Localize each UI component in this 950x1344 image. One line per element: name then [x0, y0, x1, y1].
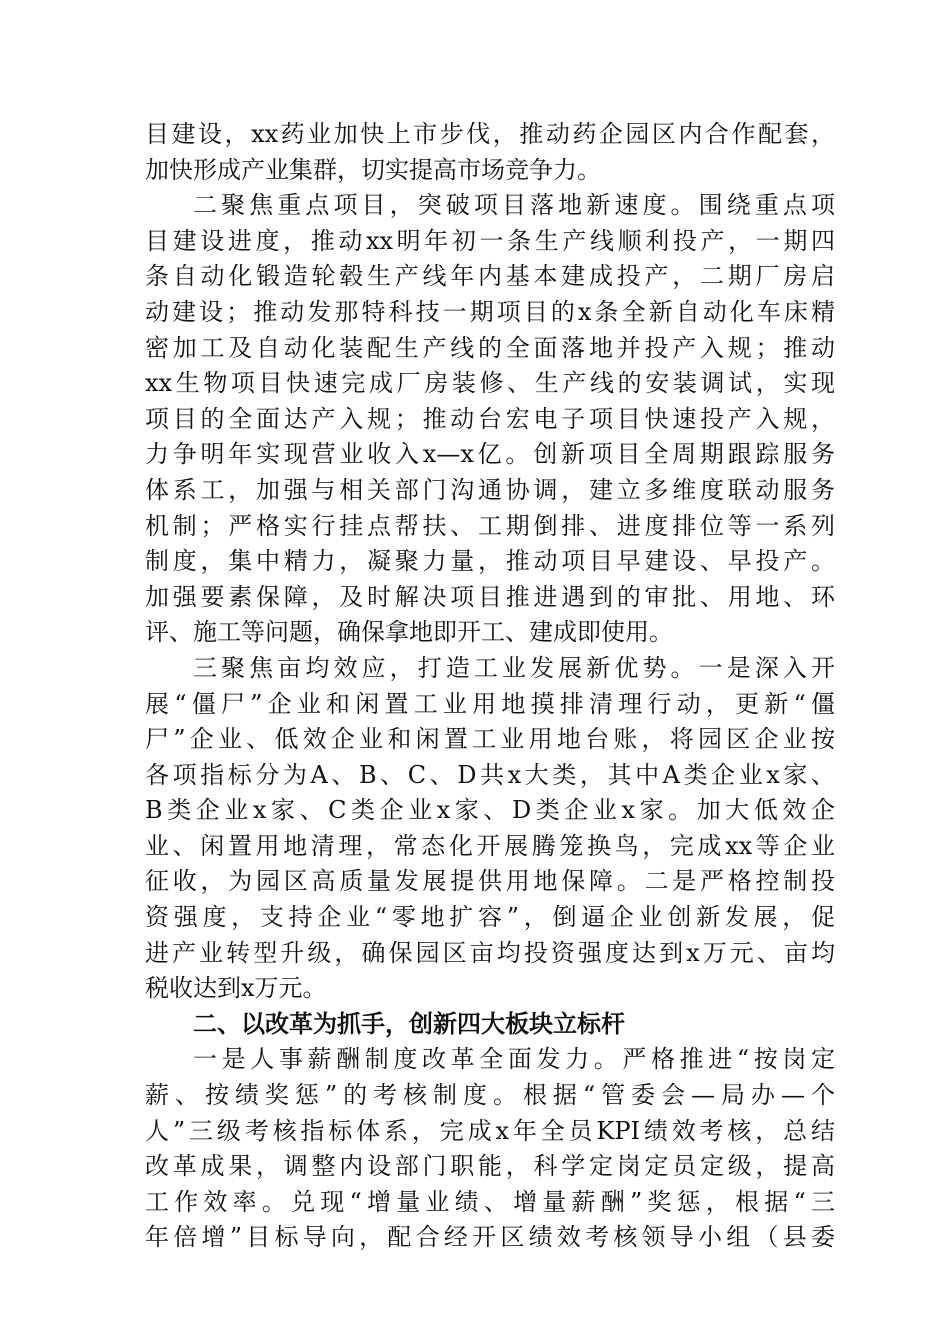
text-line: 目建设，xx药业加快上市步伐，推动药企园区内合作配套，	[145, 120, 835, 148]
text-line: 尸”企业、低效企业和闲置工业用地台账，将园区企业按	[145, 725, 835, 754]
paragraph-continuation	[145, 117, 835, 188]
text-line: 制度，集中精力，凝聚力量，推动项目早建设、早投产。	[145, 547, 835, 576]
text-line: 业、闲置用地清理，常态化开展腾笼换鸟，完成xx等企业	[145, 831, 835, 860]
text-line: 展“僵尸”企业和闲置工业用地摸排清理行动，更新“僵	[145, 689, 835, 718]
text-line: 体系工，加强与相关部门沟通协调，建立多维度联动服务	[145, 475, 835, 504]
text-line: 密加工及自动化装配生产线的全面落地并投产入规；推动	[145, 333, 835, 362]
text-line: 进产业转型升级，确保园区亩均投资强度达到x万元、亩均	[145, 938, 835, 967]
section-heading: 二、以改革为抓手，创新四大板块立标杆	[193, 1009, 625, 1038]
text-line: 一是人事薪酬制度改革全面发力。严格推进“按岗定	[193, 1045, 835, 1074]
text-line: 薪、按绩奖惩”的考核制度。根据“管委会—局办—个	[145, 1081, 835, 1110]
paragraph-hr-reform	[145, 1042, 835, 1256]
text-line: 各项指标分为A、B、C、D共x大类，其中A类企业x家、	[145, 760, 835, 789]
text-line: 机制；严格实行挂点帮扶、工期倒排、进度排位等一系列	[145, 511, 835, 540]
text-line: 力争明年实现营业收入x—x亿。创新项目全周期跟踪服务	[145, 440, 835, 469]
text-line: xx生物项目快速完成厂房装修、生产线的安装调试，实现	[145, 369, 835, 398]
text-line: 年倍增”目标导向，配合经开区绩效考核领导小组（县委	[145, 1223, 835, 1252]
text-line: 工作效率。兑现“增量业绩、增量薪酬”奖惩，根据“三	[145, 1187, 835, 1216]
document-body	[145, 117, 835, 1256]
text-line: 加强要素保障，及时解决项目推进遇到的审批、用地、环	[145, 582, 835, 611]
paragraph-key-projects	[145, 188, 835, 651]
paragraph-per-mu-efficiency	[145, 651, 835, 1007]
text-line: 项目的全面达产入规；推动台宏电子项目快速投产入规，	[145, 404, 835, 433]
text-line: 税收达到x万元。	[145, 974, 327, 1003]
text-line: 条自动化锻造轮毂生产线年内基本建成投产，二期厂房启	[145, 262, 835, 291]
text-line: B类企业x家、C类企业x家、D类企业x家。加大低效企	[145, 796, 835, 825]
text-line: 人”三级考核指标体系，完成x年全员KPI绩效考核，总结	[145, 1116, 835, 1145]
text-line: 资强度，支持企业“零地扩容”，倒逼企业创新发展，促	[145, 903, 835, 932]
text-line: 改革成果，调整内设部门职能，科学定岗定员定级，提高	[145, 1152, 835, 1181]
text-line: 征收，为园区高质量发展提供用地保障。二是严格控制投	[145, 867, 835, 896]
text-line: 动建设；推动发那特科技一期项目的x条全新自动化车床精	[145, 297, 835, 326]
text-line: 二聚焦重点项目，突破项目落地新速度。围绕重点项	[193, 191, 835, 220]
text-line: 加快形成产业集群，切实提高市场竞争力。	[145, 155, 601, 184]
text-line: 三聚焦亩均效应，打造工业发展新优势。一是深入开	[193, 653, 835, 682]
text-line: 评、施工等问题，确保拿地即开工、建成即使用。	[145, 618, 673, 647]
text-line: 目建设进度，推动xx明年初一条生产线顺利投产，一期四	[145, 226, 835, 255]
